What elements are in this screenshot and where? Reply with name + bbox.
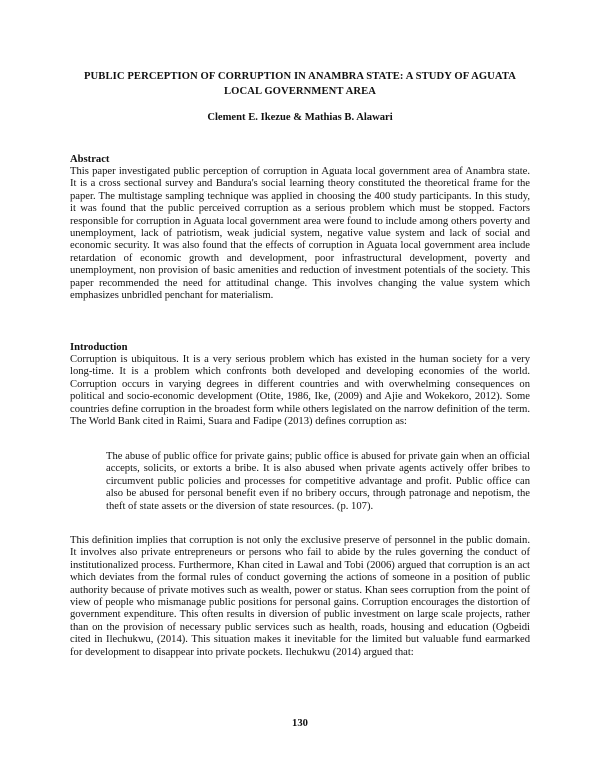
introduction-paragraph-1: Corruption is ubiquitous. It is a very serious problem which has existed in the human society for a very long-time. It is a problem which confronts both developed and developing economies of the world. Corruption occurs in varying degrees in different countries and with overwhelming consequences on political and socio-economic development (Otite, 1986, Ike, (2009) and Ajie and Wokekoro, 2012). Some countries define corruption in the broadest form while others legislated on the narrow definition of the term. The World Bank cited in Raimi, Suara and Fadipe (2013) defines corruption as:: [70, 354, 530, 428]
page-number: 130: [292, 718, 308, 729]
abstract-text: This paper investigated public perception of corruption in Aguata local government area of Anambra state. It is a cross sectional survey and Bandura's social learning theory constituted the theoretical frame for the paper. The multistage sampling technique was applied in choosing the 400 study participants. In this study, it was found that the public perceived corruption as a serious problem which must be stopped. Factors responsible for corruption in Aguata local government area were found to include among others poverty and unemployment, lack of patriotism, weak judicial system, negative value system and lack of social and economic security. It was also found that the effects of corruption in Aguata local government area include retardation of economic growth and development, poor infrastructural development, poverty and unemployment, non provision of basic amenities and reduction of investment potentials of the society. This paper recommended the need for attitudinal change. This involves changing the value system which emphasizes unbridled penchant for materialism.: [70, 166, 530, 302]
paper-title: PUBLIC PERCEPTION OF CORRUPTION IN ANAMBRA STATE: A STUDY OF AGUATA LOCAL GOVERNMENT AREA: [83, 71, 517, 97]
block-quote: The abuse of public office for private gains; public office is abused for private gain when an official accepts, solicits, or extorts a bribe. It is also abused when private agents actively offer bribes to circumvent public policies and processes for competitive advantage and profit. Public office can also be abused for personal benefit even if no bribery occurs, through patronage and nepotism, the theft of state assets or the diversion of state resources. (p. 107).: [106, 451, 530, 512]
introduction-heading: Introduction: [70, 342, 128, 353]
abstract-heading: Abstract: [70, 154, 110, 165]
paper-authors: Clement E. Ikezue & Mathias B. Alawari: [207, 112, 393, 123]
introduction-paragraph-2: This definition implies that corruption is not only the exclusive preserve of personnel in the public domain. It involves also private entrepreneurs or persons who fail to abide by the rules governing the conduct of institutionalized process. Furthermore, Khan cited in Lawal and Tobi (2006) argued that corruption is an act which deviates from the formal rules of conduct governing the actions of someone in a position of public authority because of private motives such as wealth, power or status. Khan sees corruption from the point of view of people who mismanage public positions for personal gains. Corruption encourages the distortion of government expenditure. This often results in diversion of public investment on large scale projects, rather than on the provision of necessary public services such as health, roads, housing and education (Ogbeidi cited in Ilechukwu, (2014). This situation makes it inevitable for the limited but valuable fund earmarked for development to disappear into private pockets. Ilechukwu (2014) argued that:: [70, 535, 530, 658]
